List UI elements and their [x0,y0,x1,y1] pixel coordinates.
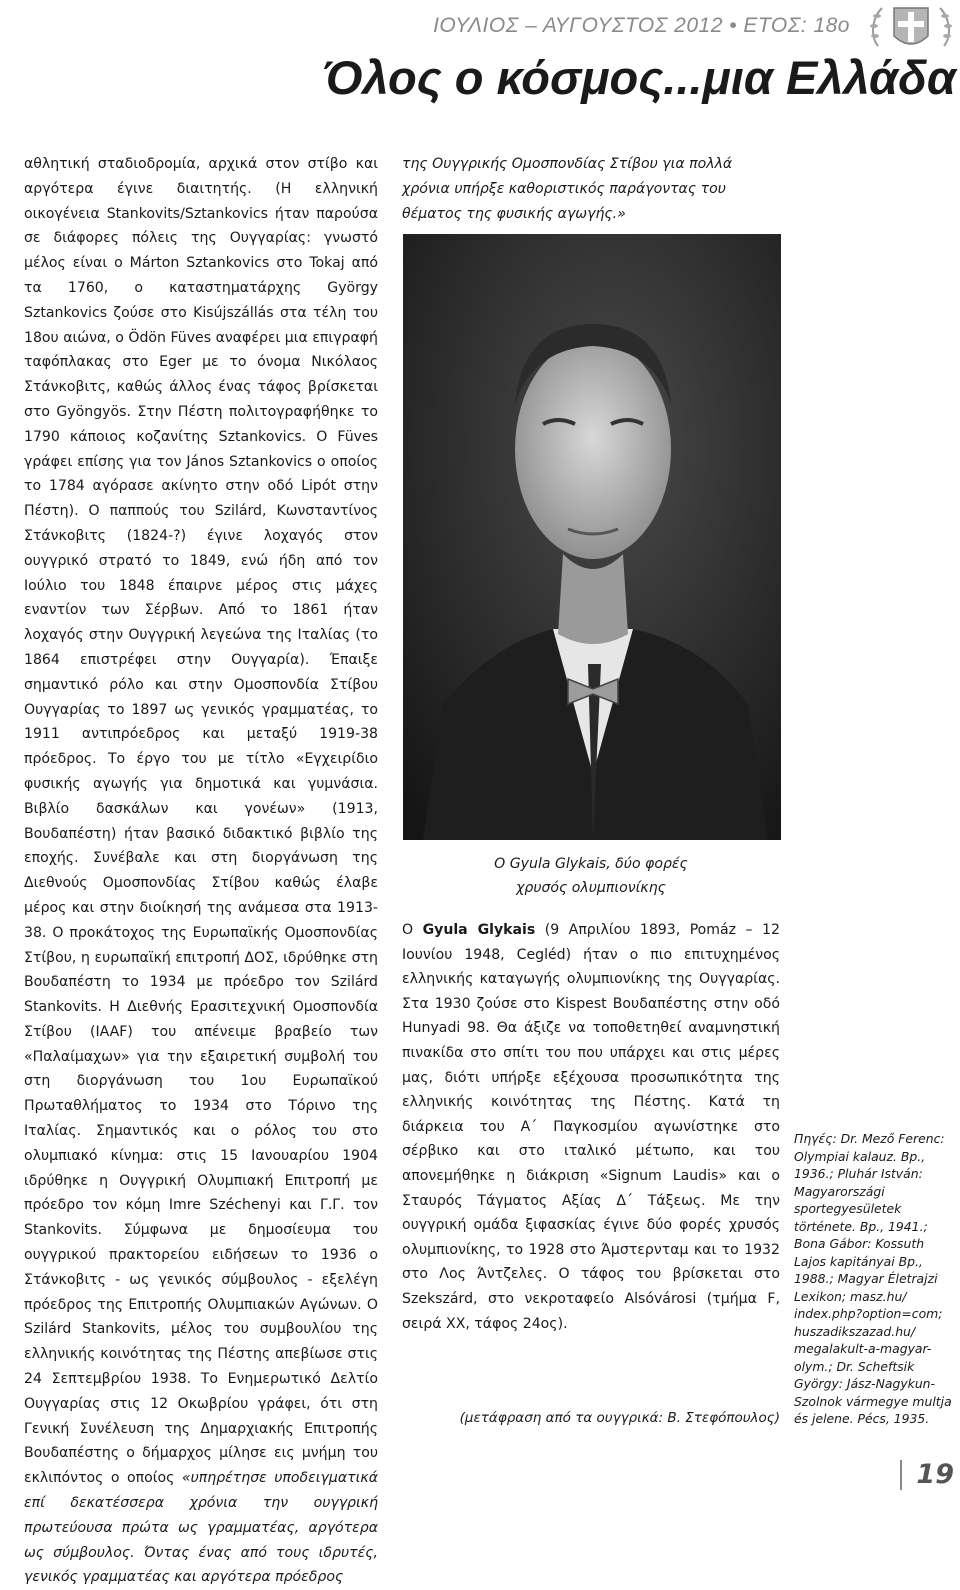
caption-line-1: Ο Gyula Glykais, δύο φορές [494,856,688,872]
left-article-column [24,152,378,1590]
glykais-text: (9 Απριλίου 1893, Pomáz – 12 Ιουνίου 1948, Cegléd) ήταν ο πιο επιτυχημένος ελληνικής καταγωγής ολυμπιονίκης της Ουγγαρίας. Στα 1930 ζούσε στο Kispest Βουδαπέστης στην οδό Hunyadi 98. Θα άξιζε να τοποθετηθεί αναμνηστική πινακίδα στο σπίτι του που υπάρχει και στις μέρες μας, διότι υπήρξε εξέχουσα προσωπικότητα της ελληνικής κοινότητας της Πέστης. Κατά τη διάρκεια του Α΄ Παγκοσμίου αγωνίστηκε στο σέρβικο και στο ιταλικό μέτωπο, και του απονεμήθηκε η διάκριση «Signum Laudis» και ο Σταυρός Τάγματος Αξίας Δ΄ Τάξεως. Με την ουγγρική ομάδα ξιφασκίας έγινε δύο φορές χρυσός ολυμπιονίκης, το 1928 στο Άμστερνταμ και το 1932 στο Λος Άντζελες. Ο τάφος του βρίσκεται στο Szekszárd, στο νεκροταφείο Alsóvárosi (τμήμα F, σειρά XX, τάφος 24ος). [402,922,780,1332]
glykais-name: Gyula Glykais [422,922,536,938]
right-article-column [402,918,780,1336]
greek-cross-emblem-icon [868,2,954,54]
caption-line-2: χρυσός ολυμπιονίκης [516,880,666,896]
left-column-text [24,152,378,1590]
portrait-photo [403,234,781,840]
photo-caption [402,852,780,900]
glykais-paragraph [402,918,780,1336]
intro-quote-text: της Ουγγρικής Ομοσπονδίας Στίβου για πολλά χρόνια υπήρξε καθοριστικός παράγοντας του θέματος της φυσικής αγωγής.» [402,156,733,222]
left-body-text: αθλητική σταδιοδρομία, αρχικά στον στίβο και αργότερα έγινε διαιτητής. (Η ελληνική οικογένεια Stankovits/Sztankovics ήταν παρούσα σε διάφορες πόλεις της Ουγγαρίας: γνωστό μέλος είναι ο Márton Sztankovics στο Tokaj από τα 1760, ο καταστηματάρχης György Sztankovics ζούσε στο Kisújszállás στα τέλη του 18ου αιώνα, ο Ödön Füves αναφέρει μια επιγραφή ταφόπλακας στο Eger με το όνομα Νικόλαος Στάνκοβιτς, καθώς άλλος ένας τάφος βρίσκεται στο Gyöngyös. Στην Πέστη πολιτογραφήθηκε το 1790 κάποιος κοζανίτης Sztankovics. Ο Füves γράφει επίσης για τον János Sztankovics ο οποίος το 1784 αγόρασε ακίνητο στην οδό Lipót στην Πέστη). Ο παππούς του Szilárd, Κωνσταντίνος Στάνκοβιτς (1824-?) έγινε λοχαγός στον ουγγρικό στρατό το 1849, ενώ ήδη από τον Ιούλιο του 1848 έπαιρνε μέρος στις μάχες εναντίον των Σέρβων. Από το 1861 ήταν λοχαγός στην Ουγγρική λεγεώνα της Ιταλίας (το 1864 επιστρέφει στην Ουγγαρία). Έπαιξε σημαντικό ρόλο και στην Ομοσπονδία Στίβου Ουγγαρίας το 1897 ως γενικός γραμματέας, το 1911 αντιπρόεδρος και μεταξύ 1919-38 πρόεδρος. Το έργο του με τίτλο «Εγχειρίδιο φυσικής αγωγής για δημοτικά και γυμνάσια. Βιβλίο δασκάλων και γονέων» (1913, Βουδαπέστη) ήταν βασικό διδακτικό βιβλίο της εποχής. Συνέβαλε και στη διοργάνωση της Διεθνούς Ομοσπονδίας Στίβου καθώς έλαβε μέρος και στην διοίκησή της ανάμεσα στα 1913-38. Ο προκάτοχος της Ευρωπαϊκής Ομοσπονδίας Στίβου, η ευρωπαϊκή επιτροπή ΔΟΣ, ιδρύθηκε στη Βουδαπέστη το 1934 με πρόεδρο τον Szilárd Stankovits. Η Διεθνής Ερασιτεχνική Ομοσπονδία Στίβου (IAAF) του απένειμε βραβείο των «Παλαίμαχων» για την εξαιρετική συμβολή του στη διοργάνωση του 1ου Ευρωπαϊκού Πρωταθλήματος το 1934 στο Τόρινο της Ιταλίας. Σημαντικός και ο ρόλος του στο ολυμπιακό κίνημα: στις 15 Ιανουαρίου 1904 ιδρύθηκε η Ουγγρική Ολυμπιακή Επιτροπή με πρόεδρο τον κόμη Imre Széchenyi και Γ.Γ. τον Stankovits. Σύμφωνα με δημοσίευμα του ουγγρικού πρακτορείου ειδήσεων το 1936 ο Στάνκοβιτς - ως γενικός σύμβουλος - εξελέγη πρόεδρος της Επιτροπής Ολυμπιακών Αγώνων. Ο Szilárd Stankovits, μέλος του συμβουλίου της ελληνικής κοινότητας της Πέστης απεβίωσε στις 24 Σεπτεμβρίου 1938. Το Ενημερωτικό Δελτίο Ουγγαρίας στις 12 Οκωβρίου γράφει, ότι στη Γενική Συνέλευση της Δημαρχιακής Επιτροπής Βουδαπέστης ο δήμαρχος μίλησε εις μνήμη του εκλιπόντος ο οποίος [24,156,378,1487]
left-quote-italic: «υπηρέτησε υποδειγματικά επί δεκατέσσερα χρόνια την ουγγρική πρωτεύουσα πρώτα ως γραμματέας, αργότερα ως σύμβουλος. Όντας ένας από τους ιδρυτές, γενικός γραμματέας και αργότερα πρόεδρος [24,1470,378,1586]
right-intro-quote [402,152,780,226]
page-number: 19 [900,1460,954,1490]
sources-sidebar: Πηγές: Dr. Mező Ferenc: Olympiai kalauz. Bp., 1936.; Pluhár István: Magyarországi sportegyesületek története. Bp., 1941.; Bona Gábor: Kossuth Lajos kapitányai Bp., 1988.; Magyar Életrajzi Lexikon; masz.hu/ index.php?option=com; huszadikszazad.hu/ megalakult-a-magyar-olym.; Dr. Scheftsik György: Jász-Nagykun-Szolnok vármegye multja és jelene. Pécs, 1935. [794,1131,952,1426]
body-prefix: Ο [402,922,423,938]
magazine-title: Όλος ο κόσμος...μια Ελλάδα [322,51,956,104]
issue-date-header: ΙΟΥΛΙΟΣ – ΑΥΓΟΥΣΤΟΣ 2012 • ΕΤΟΣ: 18ο [433,14,850,37]
translation-credit: (μετάφραση από τα ουγγρικά: Β. Στεφόπουλος) [459,1410,780,1426]
